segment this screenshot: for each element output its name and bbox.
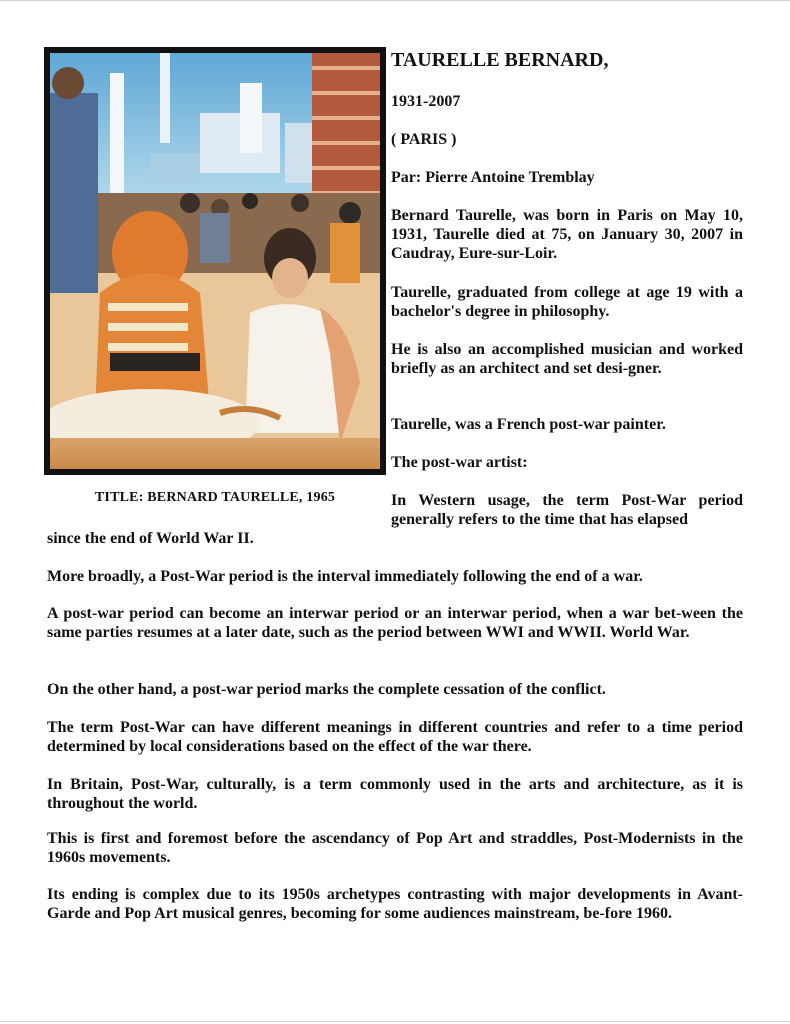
body-paragraph-ending: Its ending is complex due to its 1950s archetypes contrasting with major developments in Avant-Garde and Pop Art musical genres, becoming for some audiences mainstream, be-fore 1960. — [47, 886, 743, 922]
body-paragraph-broadly: More broadly, a Post-War period is the interval immediately following the end of a war. — [47, 568, 643, 585]
post-war-heading: The post-war artist: — [391, 454, 528, 471]
artist-dates: 1931-2007 — [391, 93, 461, 110]
bottom-scan-edge — [0, 1021, 790, 1022]
body-paragraph-pop-art: This is first and foremost before the ascendancy of Pop Art and straddles, Post-Modernists in the 1960s movements. — [47, 830, 743, 866]
bio-paragraph: Bernard Taurelle, was born in Paris on May 10, 1931, Taurelle died at 75, on January 30, 2007 in Caudray, Eure-sur-Loir. — [391, 207, 743, 262]
artist-place: ( PARIS ) — [391, 131, 457, 148]
education-paragraph: Taurelle, graduated from college at age 19 with a bachelor's degree in philosophy. — [391, 284, 743, 320]
body-paragraph-interwar: A post-war period can become an interwar period or an interwar period, when a war bet-ween the same parties resumes at a later date, such as the period between WWI and WWII. World War. — [47, 605, 743, 641]
post-war-intro: In Western usage, the term Post-War period generally refers to the time that has elapsed — [391, 492, 743, 528]
body-paragraph-britain: In Britain, Post-War, culturally, is a term commonly used in the arts and architecture, as it is throughout the world. — [47, 776, 743, 812]
painter-paragraph: Taurelle, was a French post-war painter. — [391, 416, 666, 433]
body-paragraph-cessation: On the other hand, a post-war period marks the complete cessation of the conflict. — [47, 681, 606, 698]
post-war-intro-continued: since the end of World War II. — [47, 530, 254, 547]
painting-caption: TITLE: BERNARD TAURELLE, 1965 — [94, 490, 336, 505]
top-scan-edge — [0, 0, 790, 1]
body-paragraph-meanings: The term Post-War can have different meanings in different countries and refer to a time period determined by local considerations based on the effect of the war there. — [47, 719, 743, 755]
painting-image — [44, 47, 386, 475]
painting-illustration — [50, 53, 380, 469]
artist-name: TAURELLE BERNARD, — [391, 49, 609, 71]
career-paragraph: He is also an accomplished musician and worked briefly as an architect and set desi-gner. — [391, 341, 743, 377]
author-line: Par: Pierre Antoine Tremblay — [391, 169, 595, 186]
